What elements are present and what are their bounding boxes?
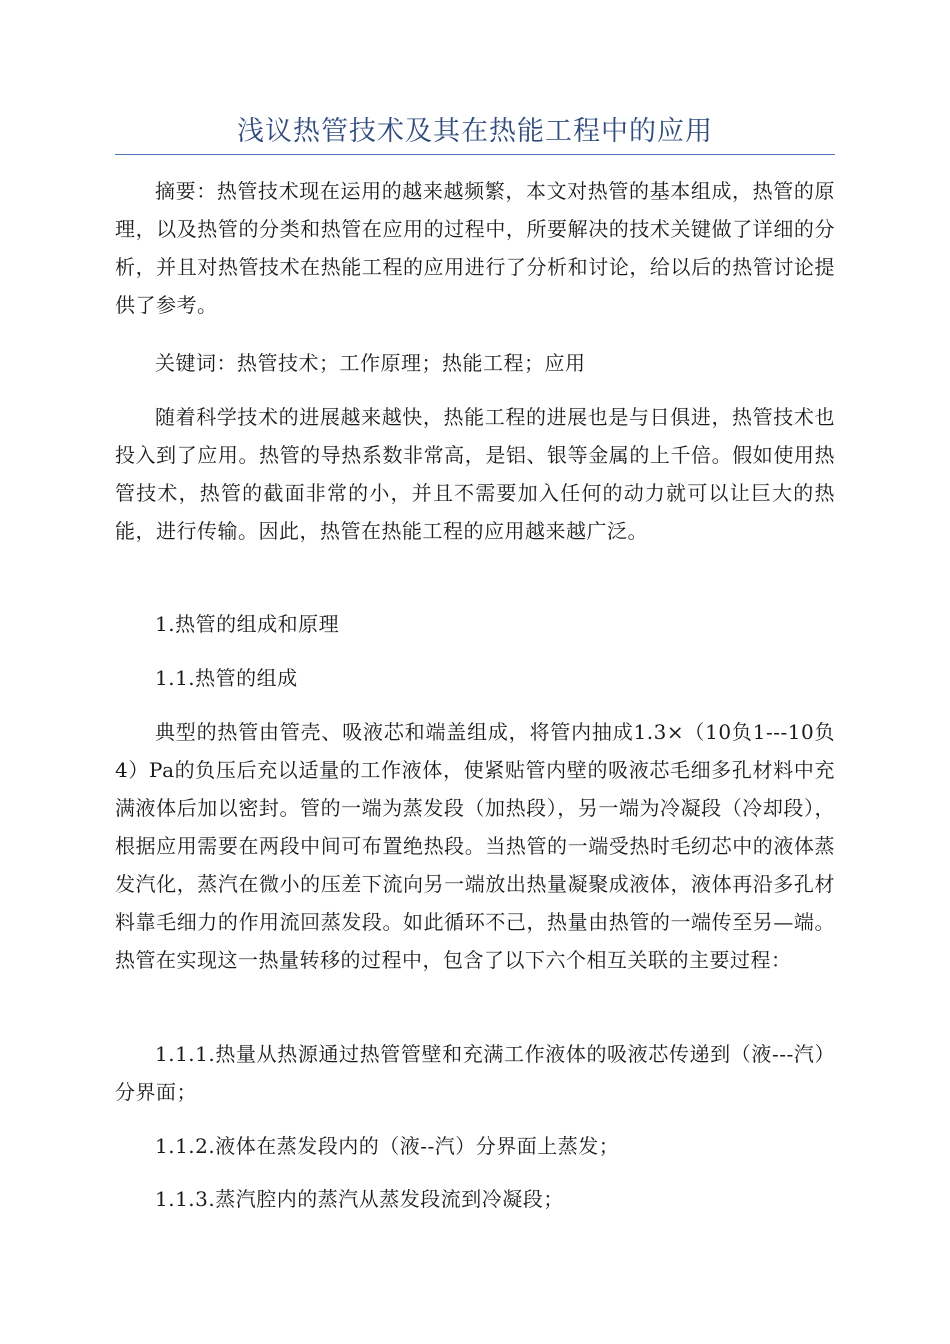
process-item-2: 1.1.2.液体在蒸发段内的（液--汽）分界面上蒸发； [155, 1134, 620, 1158]
section-heading-1-1: 1.1.热管的组成 [155, 666, 298, 690]
abstract-paragraph: 摘要：热管技术现在运用的越来越频繁，本文对热管的基本组成，热管的原理，以及热管的分类和热管在应用的过程中，所要解决的技术关键做了详细的分析，并且对热管技术在热能工程的应用进行了分析和讨论，给以后的热管讨论提供了参考。 [115, 179, 835, 317]
section-heading-1: 1.热管的组成和原理 [155, 612, 340, 636]
process-item-1: 1.1.1.热量从热源通过热管管壁和充满工作液体的吸液芯传递到（液---汽）分界面； [115, 1042, 835, 1104]
composition-paragraph: 典型的热管由管壳、吸液芯和端盖组成，将管内抽成1.3×（10负1---10负4）Pa的负压后充以适量的工作液体，使紧贴管内壁的吸液芯毛细多孔材料中充满液体后加以密封。管的一端为蒸发段（加热段），另一端为冷凝段（冷却段），根据应用需要在两段中间可布置绝热段。当热管的一端受热时毛纫芯中的液体蒸发汽化，蒸汽在微小的压差下流向另一端放出热量凝聚成液体，液体再沿多孔材料靠毛细力的作用流回蒸发段。如此循环不己，热量由热管的一端传至另—端。热管在实现这一热量转移的过程中，包含了以下六个相互关联的主要过程： [115, 720, 835, 972]
process-item-3: 1.1.3.蒸汽腔内的蒸汽从蒸发段流到冷凝段； [155, 1187, 564, 1211]
keywords-paragraph: 关键词：热管技术；工作原理；热能工程；应用 [155, 351, 586, 375]
intro-paragraph: 随着科学技术的进展越来越快，热能工程的进展也是与日俱进，热管技术也投入到了应用。热管的导热系数非常高，是铝、银等金属的上千倍。假如使用热管技术，热管的截面非常的小，并且不需要加入任何的动力就可以让巨大的热能，进行传输。因此，热管在热能工程的应用越来越广泛。 [115, 405, 835, 543]
document-title: 浅议热管技术及其在热能工程中的应用 [237, 116, 713, 147]
title-underline [115, 154, 835, 155]
